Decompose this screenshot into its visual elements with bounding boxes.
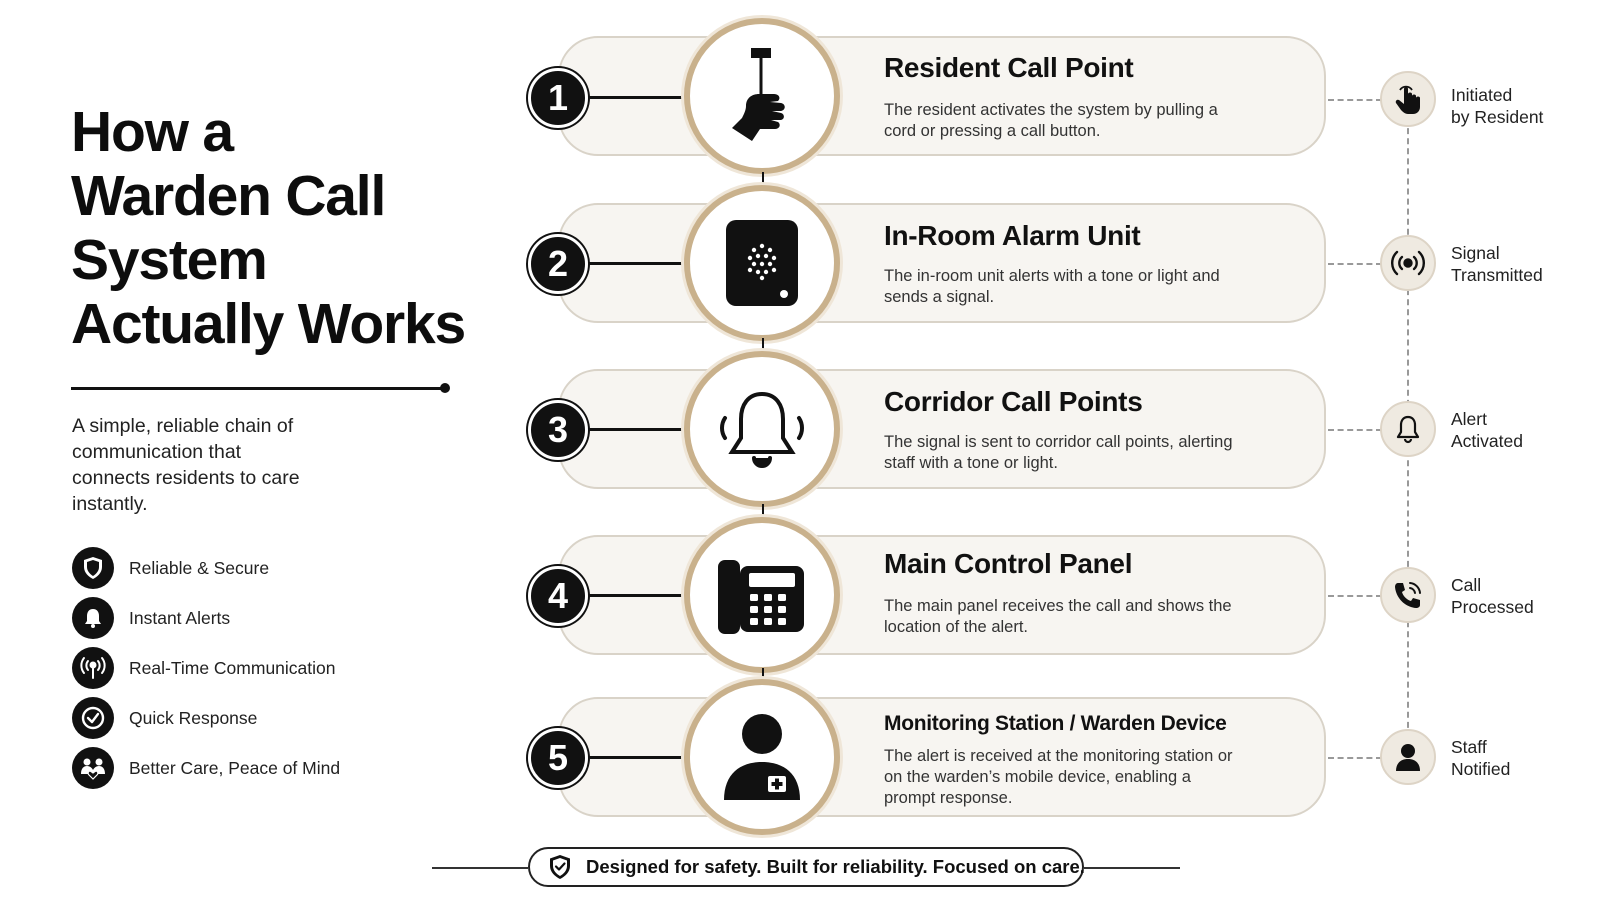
step-title: Monitoring Station / Warden Device: [884, 712, 1227, 735]
step-number-badge: 3: [528, 400, 588, 460]
status-label: [1451, 242, 1561, 286]
step-description: The signal is sent to corridor call points, alerting staff with a tone or light.: [884, 433, 1233, 472]
status-badge: [1380, 567, 1436, 623]
feature-label: Instant Alerts: [129, 608, 231, 628]
status-label: [1451, 574, 1561, 618]
step-connector: [588, 594, 684, 597]
status-badge: [1380, 235, 1436, 291]
step-title: Main Control Panel: [884, 548, 1133, 579]
status-connector: [1328, 757, 1382, 759]
step-connector: [588, 428, 684, 431]
step-icon-circle: [684, 185, 840, 341]
people-care-icon: [72, 747, 114, 789]
flow-arrow: [762, 172, 764, 184]
step-title: In-Room Alarm Unit: [884, 220, 1141, 251]
tap-hand-icon: [1393, 83, 1423, 115]
status-badge: [1380, 729, 1436, 785]
shield-check-icon: [548, 854, 572, 885]
ringing-bell-icon: [717, 386, 807, 472]
step-description: The main panel receives the call and shows the location of the alert.: [884, 597, 1232, 636]
step-icon-circle: [684, 18, 840, 174]
flow-arrow: [762, 338, 764, 350]
step-description: The alert is received at the monitoring station or on the warden’s mobile device, enabling a prompt response.: [884, 747, 1233, 807]
title-line-2: Warden Call: [71, 164, 386, 228]
status-connector: [1328, 263, 1382, 265]
feature-label: Quick Response: [129, 708, 258, 728]
title-divider: [71, 387, 446, 390]
status-label: [1451, 84, 1561, 128]
feature-item: [72, 547, 392, 589]
alarm-unit-icon: [722, 218, 802, 308]
step-number-badge: 1: [528, 68, 588, 128]
status-label-line-1: Staff: [1451, 737, 1487, 757]
status-label-line-1: Alert: [1451, 409, 1487, 429]
status-label-line-2: by Resident: [1451, 107, 1544, 127]
broadcast-icon: [72, 647, 114, 689]
status-connector: [1328, 429, 1382, 431]
step-title: Resident Call Point: [884, 52, 1134, 83]
check-circle-icon: [72, 697, 114, 739]
footer-rule-left: [432, 867, 528, 869]
step-title: Corridor Call Points: [884, 386, 1143, 417]
step-number-badge: 2: [528, 234, 588, 294]
title-line-1: How a: [71, 100, 233, 164]
feature-item: [72, 747, 392, 789]
desk-phone-icon: [716, 552, 808, 638]
feature-item: [72, 647, 392, 689]
status-label-line-2: Activated: [1451, 431, 1523, 451]
pull-cord-hand-icon: [726, 46, 798, 146]
title-line-4: Actually Works: [71, 292, 465, 356]
step-connector: [588, 96, 684, 99]
flow-arrow: [762, 504, 764, 516]
step-icon-circle: [684, 517, 840, 673]
intro-text: A simple, reliable chain of communication that connects residents to care instantly.: [72, 415, 300, 515]
step-description: The in-room unit alerts with a tone or light and sends a signal.: [884, 267, 1220, 306]
status-connector: [1328, 595, 1382, 597]
status-label: [1451, 408, 1561, 452]
status-label-line-1: Initiated: [1451, 85, 1513, 105]
title-line-3: System: [71, 228, 267, 292]
warden-person-icon: [720, 712, 804, 802]
status-badge: [1380, 71, 1436, 127]
status-label-line-2: Processed: [1451, 597, 1534, 617]
status-label-line-2: Notified: [1451, 759, 1511, 779]
status-label-line-1: Signal: [1451, 243, 1500, 263]
feature-label: Reliable & Secure: [129, 558, 270, 578]
bell-icon: [72, 597, 114, 639]
step-connector: [588, 262, 684, 265]
feature-item: [72, 697, 392, 739]
shield-icon: [72, 547, 114, 589]
step-number-badge: 5: [528, 728, 588, 788]
step-icon-circle: [684, 679, 840, 835]
status-connector: [1328, 99, 1382, 101]
signal-waves-icon: [1391, 249, 1425, 277]
person-icon: [1394, 742, 1422, 772]
title-divider-dot: [440, 383, 450, 393]
step-description: The resident activates the system by pulling a cord or pressing a call button.: [884, 101, 1218, 140]
status-label: [1451, 736, 1561, 780]
status-label-line-1: Call: [1451, 575, 1482, 595]
step-connector: [588, 756, 684, 759]
page-title: [71, 100, 471, 356]
bell-outline-icon: [1394, 414, 1422, 444]
feature-item: [72, 597, 392, 639]
footer-rule-right: [1084, 867, 1180, 869]
feature-label: Real-Time Communication: [129, 658, 336, 678]
phone-call-icon: [1393, 580, 1423, 610]
footer-text: Designed for safety. Built for reliability. Focused on care.: [586, 856, 1085, 877]
status-badge: [1380, 401, 1436, 457]
step-number-badge: 4: [528, 566, 588, 626]
step-icon-circle: [684, 351, 840, 507]
feature-label: Better Care, Peace of Mind: [129, 758, 341, 778]
status-label-line-2: Transmitted: [1451, 265, 1543, 285]
